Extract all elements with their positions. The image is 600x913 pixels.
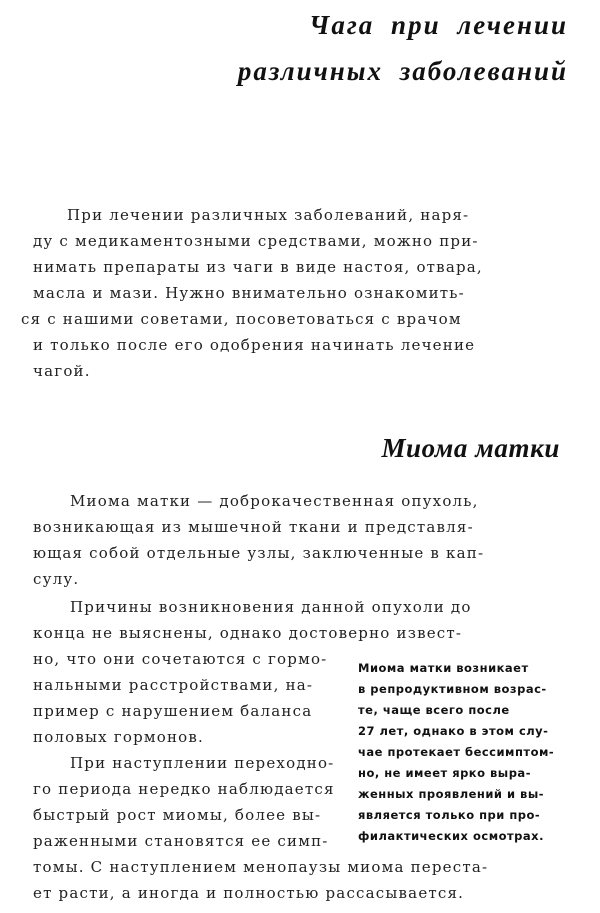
sidebar-line: 27 лет, однако в этом слу- [358, 724, 549, 738]
text-line: ет расти, а иногда и полностью рассасывается. [33, 884, 465, 902]
text-line: но, что они сочетаются с гормо- [33, 650, 328, 668]
sidebar-line: те, чаще всего после [358, 703, 510, 717]
text-line: пример с нарушением баланса [33, 702, 313, 720]
text-line: го периода нередко наблюдается [33, 780, 335, 798]
text-line: масла и мази. Нужно внимательно ознакомить- [33, 284, 465, 302]
text-line: ющая собой отдельные узлы, заключенные в кап- [33, 544, 485, 562]
text-line: При наступлении переходно- [70, 754, 335, 772]
text-line: раженными становятся ее симп- [33, 832, 329, 850]
title-line-1: Чага при лечении [309, 10, 568, 40]
sidebar-line: является только при про- [358, 808, 541, 822]
sidebar-line: Миома матки возникает [358, 661, 529, 675]
sidebar-line: женных проявлений и вы- [358, 787, 544, 801]
text-line: Миома матки — доброкачественная опухоль, [70, 492, 479, 510]
sidebar-line: но, не имеет ярко выра- [358, 766, 531, 780]
text-line: томы. С наступлением менопаузы миома переста- [33, 858, 489, 876]
text-line: При лечении различных заболеваний, наря- [67, 206, 470, 224]
text-line: и только после его одобрения начинать лечение [33, 336, 476, 354]
text-line: половых гормонов. [33, 728, 205, 746]
text-line: конца не выяснены, однако достоверно извест- [33, 624, 463, 642]
text-line: нимать препараты из чаги в виде настоя, отвара, [33, 258, 483, 276]
text-line: ду с медикаментозными средствами, можно при- [33, 232, 479, 250]
sidebar-line: филактических осмотрах. [358, 829, 544, 843]
text-line: сулу. [33, 570, 80, 588]
sidebar-line: в репродуктивном возрас- [358, 682, 547, 696]
text-line: возникающая из мышечной ткани и представля- [33, 518, 474, 536]
text-line: чагой. [33, 362, 91, 380]
text-line: нальными расстройствами, на- [33, 676, 314, 694]
title-line-2: различных заболеваний [237, 56, 568, 86]
text-line: Причины возникновения данной опухоли до [70, 598, 472, 616]
text-line: быстрый рост миомы, более вы- [33, 806, 322, 824]
sidebar-line: чае протекает бессимптом- [358, 745, 555, 759]
text-line: ся с нашими советами, посоветоваться с врачом [21, 310, 462, 328]
section-heading: Миома матки [381, 433, 560, 463]
